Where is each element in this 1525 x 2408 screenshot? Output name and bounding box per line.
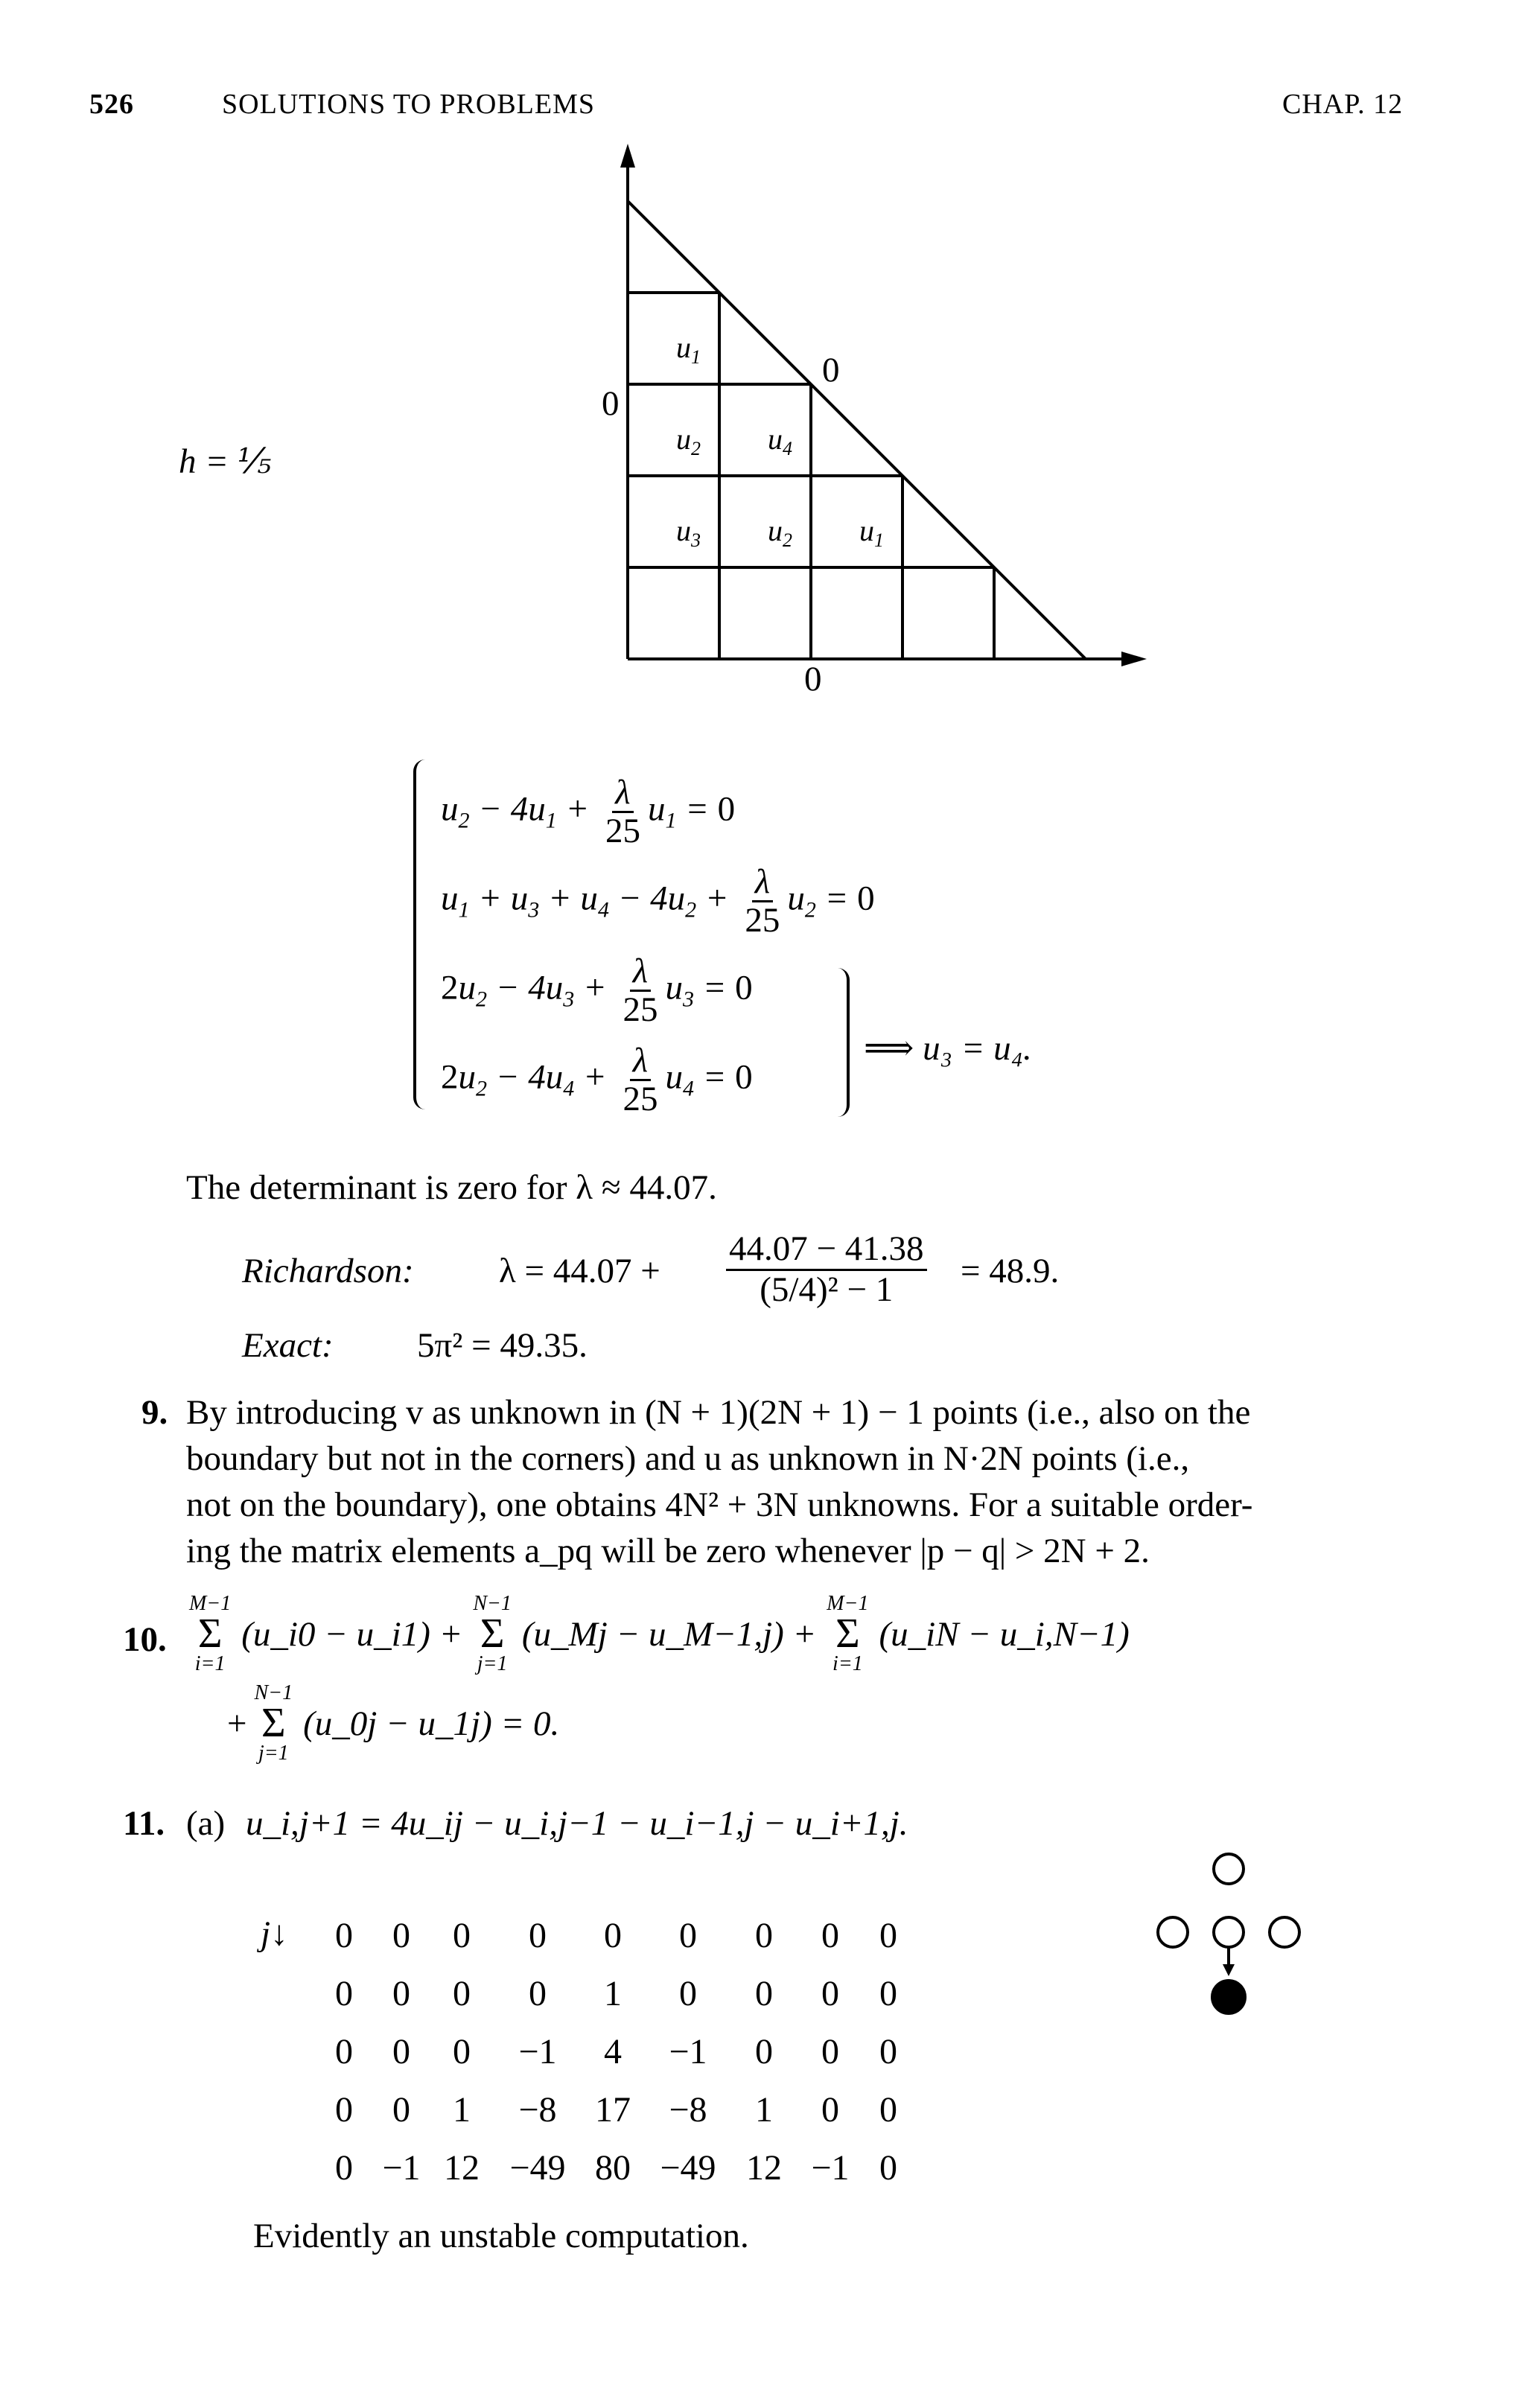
problem-9-line-1: By introducing v as unknown in (N + 1)(2N + 1) − 1 points (i.e., also on the	[186, 1393, 1251, 1432]
cell-u4: $u_4$	[768, 422, 792, 459]
table-cell: −8	[669, 2089, 707, 2130]
table-cell: 12	[444, 2147, 480, 2188]
value-table	[313, 1906, 914, 2197]
table-cell: −49	[509, 2147, 566, 2188]
cell-u1-top: $u_1$	[676, 331, 701, 368]
richardson-result: = 48.9.	[961, 1252, 1060, 1290]
richardson-fraction	[726, 1230, 927, 1309]
cell-u2-mid: $u_2$	[676, 422, 701, 459]
exact-label: Exact:	[242, 1326, 334, 1365]
problem-10-line-2	[227, 1683, 567, 1764]
stencil-center-node	[1214, 1917, 1244, 1947]
equation-1: $u_2 - 4u_1$ + $\frac{\lambda}{25}$ $u_1 = 0$	[441, 773, 736, 851]
table-cell: 1	[453, 2089, 471, 2130]
table-cell: 0	[879, 2031, 897, 2071]
sum-2: N−1 Σ j=1	[473, 1592, 512, 1676]
table-cell: 12	[746, 2147, 782, 2188]
table-cell: 0	[453, 1973, 471, 2013]
table-cell: 0	[755, 2031, 773, 2071]
problem-11-conclusion: Evidently an unstable computation.	[253, 2217, 749, 2255]
equation-2: $u_1 + u_3 + u_4 - 4u_2$ + $\frac{\lambda}{25}$ $u_2 = 0$	[441, 862, 875, 940]
table-cell: 0	[453, 1915, 471, 1955]
top-zero: 0	[822, 351, 840, 389]
table-cell: 0	[755, 1915, 773, 1955]
sum-4-plus: +	[227, 1704, 247, 1743]
table-cell: −1	[382, 2147, 421, 2188]
table-cell: 0	[879, 2089, 897, 2130]
richardson-lhs: λ = 44.07 +	[499, 1252, 660, 1290]
table-cell: 0	[392, 2089, 410, 2130]
stencil-bottom-node	[1212, 1981, 1245, 2013]
table-cell: −1	[518, 2031, 557, 2071]
stencil-right-node	[1270, 1917, 1299, 1947]
problem-9-number: 9.	[141, 1393, 168, 1432]
table-cell: 0	[392, 1915, 410, 1955]
cell-u1-low: $u_1$	[859, 514, 884, 551]
table-cell: 0	[335, 2089, 353, 2130]
table-cell: 0	[392, 2031, 410, 2071]
table-row	[313, 1906, 914, 1964]
table-cell: 0	[335, 2147, 353, 2188]
table-cell: −1	[811, 2147, 850, 2188]
problem-10-number: 10.	[123, 1620, 167, 1659]
sum-1: M−1 Σ i=1	[189, 1592, 232, 1676]
table-cell: 0	[879, 1915, 897, 1955]
table-row	[313, 2080, 914, 2138]
richardson-denominator: (5/4)² − 1	[760, 1270, 894, 1309]
table-cell: 0	[529, 1973, 547, 2013]
table-row	[313, 1964, 914, 2022]
table-cell: 80	[595, 2147, 631, 2188]
table-cell: 0	[335, 1973, 353, 2013]
table-cell: 1	[604, 1973, 622, 2013]
table-cell: 0	[679, 1973, 697, 2013]
sum-4: N−1 Σ j=1	[254, 1681, 293, 1765]
table-cell: −49	[660, 2147, 716, 2188]
implication: ⟹ u₃ = u₄.	[864, 1029, 1032, 1068]
left-brace	[413, 759, 425, 1109]
bottom-zero: 0	[804, 660, 822, 698]
table-cell: 0	[821, 1915, 839, 1955]
determinant-text: The determinant is zero for λ ≈ 44.07.	[186, 1168, 717, 1207]
chapter-label: CHAP. 12	[1282, 89, 1404, 120]
table-cell: 0	[755, 1973, 773, 2013]
table-cell: 0	[529, 1915, 547, 1955]
richardson-label: Richardson:	[242, 1252, 414, 1290]
table-cell: 0	[679, 1915, 697, 1955]
equation-4: $2u_2 - 4u_4$ + $\frac{\lambda}{25}$ $u_4 = 0$	[441, 1041, 753, 1119]
table-cell: −8	[518, 2089, 557, 2130]
cell-u2-low: $u_2$	[768, 514, 792, 551]
sum-1-term: (u_i0 − u_i1) +	[241, 1614, 463, 1654]
problem-9-line-2: boundary but not in the corners) and u as unknown in N·2N points (i.e.,	[186, 1439, 1190, 1478]
table-cell: 0	[604, 1915, 622, 1955]
sum-4-term: (u_0j − u_1j) = 0.	[303, 1704, 560, 1743]
right-brace	[838, 968, 850, 1117]
stencil-left-node	[1158, 1917, 1188, 1947]
table-cell: 4	[604, 2031, 622, 2071]
table-cell: −1	[669, 2031, 707, 2071]
cell-u3: $u_3$	[676, 514, 701, 551]
table-cell: 0	[335, 2031, 353, 2071]
table-cell: 0	[879, 2147, 897, 2188]
stencil-top-node	[1214, 1854, 1244, 1884]
table-cell: 0	[821, 2031, 839, 2071]
sum-3-term: (u_iN − u_i,N−1)	[879, 1614, 1130, 1654]
richardson-numerator: 44.07 − 41.38	[726, 1230, 927, 1271]
left-zero: 0	[602, 384, 620, 423]
running-title: SOLUTIONS TO PROBLEMS	[222, 89, 596, 120]
table-cell: 0	[392, 1973, 410, 2013]
exact-value: 5π² = 49.35.	[417, 1326, 588, 1365]
table-row	[313, 2138, 914, 2197]
table-cell: 1	[755, 2089, 773, 2130]
table-cell: 17	[595, 2089, 631, 2130]
page-number: 526	[89, 89, 134, 120]
h-label: h = ⅕	[179, 442, 272, 481]
table-row	[313, 2022, 914, 2080]
table-cell: 0	[335, 1915, 353, 1955]
table-cell: 0	[453, 2031, 471, 2071]
table-cell: 0	[821, 1973, 839, 2013]
grid-diagram	[588, 138, 1154, 719]
table-cell: 0	[821, 2089, 839, 2130]
table-cell: 0	[879, 1973, 897, 2013]
equation-3: $2u_2 - 4u_3$ + $\frac{\lambda}{25}$ $u_3 = 0$	[441, 952, 753, 1030]
sum-2-term: (u_Mj − u_M−1,j) +	[521, 1614, 817, 1654]
problem-11-formula: u_i,j+1 = 4u_ij − u_i,j−1 − u_i−1,j − u_i+1,j.	[246, 1804, 908, 1843]
problem-9-line-4: ing the matrix elements a_pq will be zero whenever |p − q| > 2N + 2.	[186, 1532, 1150, 1570]
sum-3: M−1 Σ i=1	[827, 1592, 869, 1676]
problem-9-line-3: not on the boundary), one obtains 4N² + 3N unknowns. For a suitable order-	[186, 1485, 1253, 1524]
problem-11-part: (a)	[186, 1804, 226, 1843]
stencil-diagram	[1147, 1839, 1311, 2033]
problem-11-number: 11.	[123, 1804, 165, 1843]
problem-10-line-1	[186, 1593, 1137, 1675]
j-label: j↓	[261, 1914, 288, 1953]
